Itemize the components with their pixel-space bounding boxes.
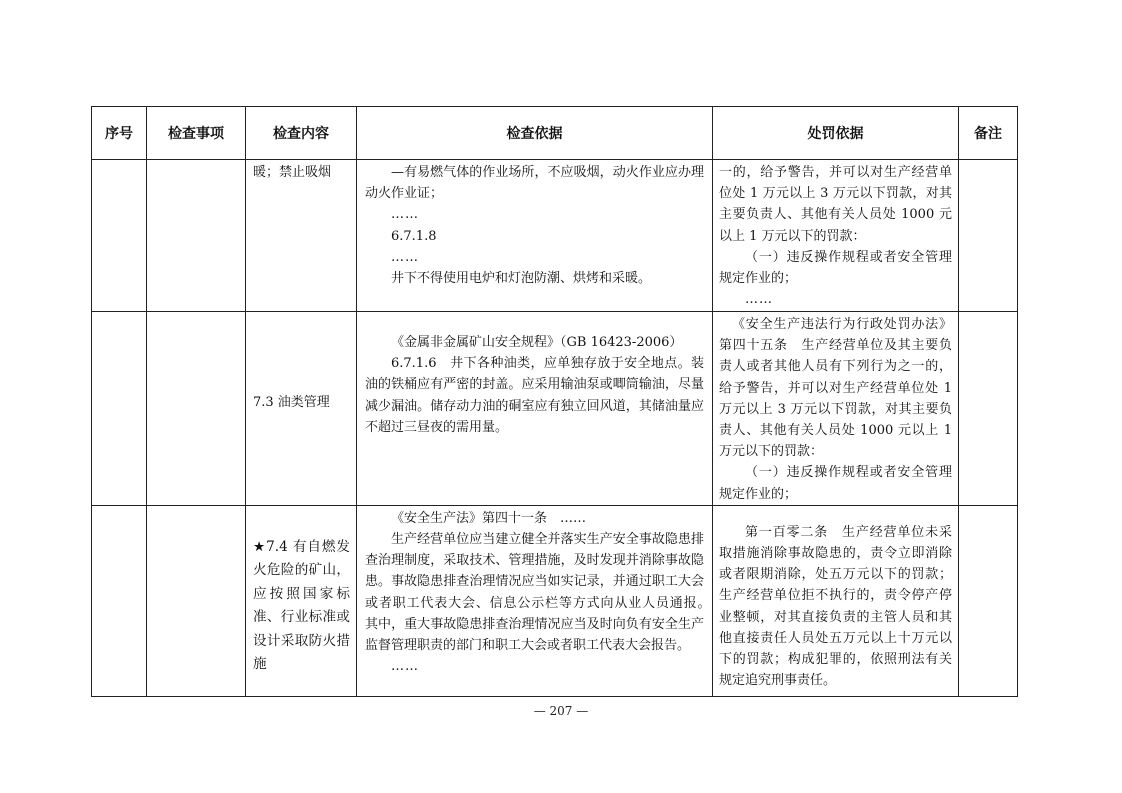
basis-ellipsis: …… — [391, 207, 419, 223]
cell-item — [147, 505, 246, 696]
cell-seq — [92, 312, 147, 506]
cell-remark — [959, 312, 1018, 506]
star-icon: ★ — [253, 538, 267, 555]
basis-paragraph: 《安全生产法》第四十一条 …… — [391, 510, 587, 526]
cell-content — [246, 312, 357, 506]
header-item: 检查事项 — [147, 107, 246, 160]
table-row — [92, 160, 1018, 312]
penalty-ellipsis: …… — [745, 292, 773, 308]
cell-seq — [92, 505, 147, 696]
cell-remark — [959, 505, 1018, 696]
basis-clause-number: 6.7.1.8 — [391, 228, 437, 244]
inspection-table — [91, 106, 1018, 697]
content-text: 暖；禁止吸烟 — [253, 165, 332, 180]
cell-basis — [357, 160, 713, 312]
basis-paragraph: 6.7.1.6 井下各种油类，应单独存放于安全地点。装油的铁桶应有严密的封盖。应采用输油泵或唧筒输油，尽量减少漏油。储存动力油的硐室应有独立回风道，其储油量应不超过三昼夜的需用量。 — [365, 356, 704, 435]
cell-content — [246, 160, 357, 312]
table-row — [92, 312, 1018, 506]
table-row — [92, 505, 1018, 696]
cell-remark — [959, 160, 1018, 312]
basis-paragraph: —有易燃气体的作业场所，不应吸烟，动火作业应办理动火作业证； — [365, 165, 704, 202]
basis-ellipsis: …… — [391, 249, 419, 265]
content-text — [253, 536, 350, 677]
cell-item — [147, 160, 246, 312]
cell-penalty — [713, 312, 959, 506]
content-label: 7.4 有自燃发火危险的矿山，应按照国家标准、行业标准或设计采取防火措施 — [253, 538, 350, 673]
basis-ellipsis: …… — [391, 659, 419, 675]
penalty-paragraph: （一）违反操作规程或者安全管理规定作业的； — [719, 249, 952, 287]
header-content: 检查内容 — [246, 107, 357, 160]
header-seq: 序号 — [92, 107, 147, 160]
content-text: 7.3 油类管理 — [253, 395, 330, 410]
header-remark: 备注 — [959, 107, 1018, 160]
header-penalty: 处罚依据 — [713, 107, 959, 160]
cell-penalty — [713, 505, 959, 696]
penalty-paragraph: 一的，给予警告，并可以对生产经营单位处 1 万元以上 3 万元以下罚款，对其主要负责人、其他有关人员处 1000 元以上 1 万元以下的罚款： — [719, 165, 952, 244]
penalty-paragraph: （一）违反操作规程或者安全管理规定作业的； — [719, 465, 952, 502]
penalty-paragraph: 《安全生产违法行为行政处罚办法》第四十五条 生产经营单位及其主要负责人或者其他人员有下列行为之一的，给予警告，并可以对生产经营单位处 1 万元以上 3 万元以下罚款，对其主要负责人、其他有关人员处 1000 元以上 1 万元以下的罚款： — [719, 317, 957, 460]
basis-paragraph: 《金属非金属矿山安全规程》（GB 16423-2006） — [391, 335, 683, 350]
basis-paragraph: 井下不得使用电炉和灯泡防潮、烘烤和采暖。 — [391, 271, 652, 287]
cell-penalty — [713, 160, 959, 312]
basis-paragraph: 生产经营单位应当建立健全并落实生产安全事故隐患排查治理制度，采取技术、管理措施，及时发现并消除事故隐患。事故隐患排查治理情况应当如实记录，并通过职工大会或者职工代表大会、信息公示栏等方式向从业人员通报。 其中，重大事故隐患排查治理情况应当及时向负有安全生产监督管理职责的部门和职工大会或者职工代表大会报告。 — [365, 532, 718, 654]
cell-basis — [357, 312, 713, 506]
table-header-row — [92, 107, 1018, 160]
header-basis: 检查依据 — [357, 107, 713, 160]
cell-basis — [357, 505, 718, 696]
penalty-paragraph: 第一百零二条 生产经营单位未采取措施消除事故隐患的，责令立即消除或者限期消除，处五万元以下的罚款；生产经营单位拒不执行的，责令停产停业整顿，对其直接负责的主管人员和其他直接责任人员处五万元以上十万元以下的罚款；构成犯罪的，依照刑法有关规定追究刑事责任。 — [719, 524, 952, 689]
cell-seq — [92, 160, 147, 312]
page-number: — 207 — — [533, 704, 589, 718]
cell-item — [147, 312, 246, 506]
cell-content — [246, 505, 357, 696]
